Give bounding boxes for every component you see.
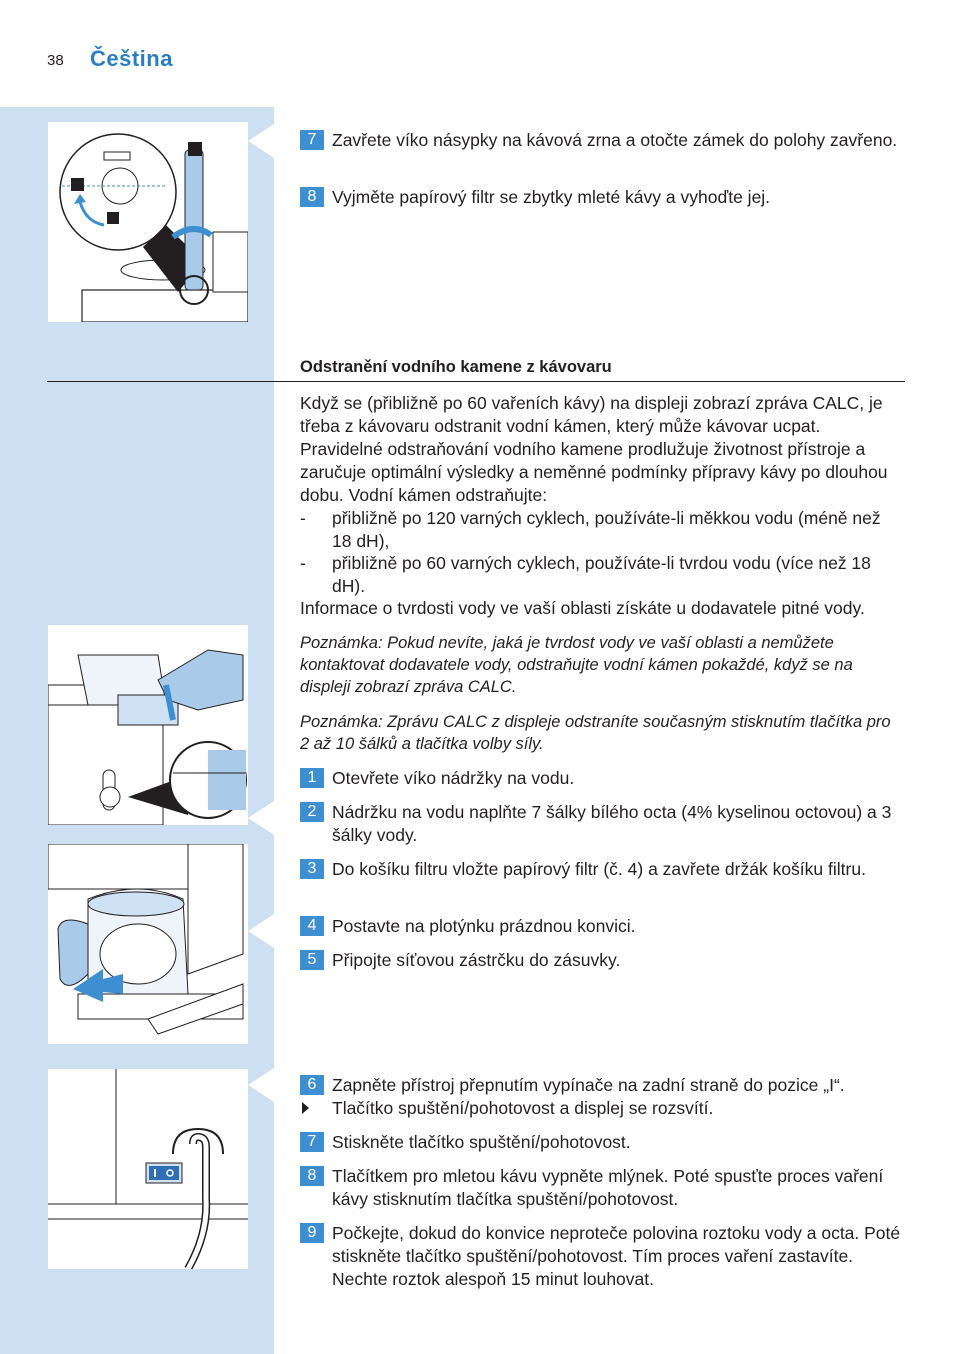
- step-number: 7: [300, 1132, 324, 1152]
- pointer-notch: [248, 801, 274, 835]
- step-number: 5: [300, 950, 324, 970]
- note-paragraph: Poznámka: Pokud nevíte, jaká je tvrdost vody ve vaší oblasti a nemůžete kontaktovat dodavatele vody, odstraňujte vodní kámen pokaždé, když se na displeji zobrazí zpráva CALC.: [300, 634, 853, 696]
- step-text: Nádržku na vodu naplňte 7 šálky bílého octa (4% kyselinou octovou) a 3 šálky vody.: [332, 802, 892, 845]
- page-number: 38: [47, 52, 64, 69]
- illustration-grinder-lock: [48, 122, 248, 322]
- step-item: [300, 949, 904, 972]
- step-number: 2: [300, 802, 324, 822]
- result-arrow-icon: [302, 1102, 309, 1114]
- result-item: [300, 1097, 904, 1120]
- step-text: Tlačítko spuštění/pohotovost a displej se rozsvítí.: [332, 1098, 714, 1118]
- step-number: 4: [300, 916, 324, 936]
- step-item: [300, 129, 904, 152]
- dash-marker: -: [300, 553, 306, 573]
- step-item: [300, 1165, 904, 1211]
- dash-marker: -: [300, 508, 306, 528]
- step-text: Stiskněte tlačítko spuštění/pohotovost.: [332, 1132, 631, 1152]
- pointer-notch: [248, 1068, 274, 1102]
- step-item: [300, 186, 904, 209]
- step-number: 1: [300, 768, 324, 788]
- step-item: [300, 915, 904, 938]
- dash-item-text: přibližně po 60 varných cyklech, používáte-li tvrdou vodu (více než 18 dH).: [332, 553, 871, 596]
- step-item: [300, 801, 904, 847]
- step-number: 8: [300, 1166, 324, 1186]
- illustration-carafe: [48, 844, 248, 1044]
- step-item: [300, 1222, 904, 1291]
- pointer-notch: [248, 914, 274, 948]
- step-item: [300, 1131, 904, 1154]
- note-paragraph: Poznámka: Zprávu CALC z displeje odstraníte současným stisknutím tlačítka pro 2 až 10 šálků a tlačítka volby síly.: [300, 713, 891, 753]
- language-title: Čeština: [90, 46, 173, 71]
- illustration-power-switch: [48, 1069, 248, 1269]
- heading-rule: [47, 381, 905, 382]
- step-item: [300, 767, 904, 790]
- dash-list-item: [300, 552, 904, 598]
- intro-paragraph: Když se (přibližně po 60 vařeních kávy) na displeji zobrazí zpráva CALC, je třeba z kávovaru odstranit vodní kámen, který může kávovar ucpat. Pravidelné odstraňování vodního kamene prodlužuje životnost přístroje a zaručuje optimální výsledky a neměnné podmínky přípravy kávy po dlouhou dobu. Vodní kámen odstraňujte:: [300, 393, 888, 505]
- step-text: Zapněte přístroj přepnutím vypínače na zadní straně do pozice „I“.: [332, 1075, 845, 1095]
- step-number: 6: [300, 1075, 324, 1095]
- step-text: Zavřete víko násypky na kávová zrna a otočte zámek do polohy zavřeno.: [332, 130, 898, 150]
- step-item: [300, 1074, 904, 1097]
- step-number: 7: [300, 130, 324, 150]
- step-text: Tlačítkem pro mletou kávu vypněte mlýnek. Poté spusťte proces vaření kávy stisknutím tlačítka spuštění/pohotovost.: [332, 1166, 884, 1209]
- section-heading: Odstranění vodního kamene z kávovaru: [300, 358, 612, 376]
- dash-list-item: [300, 507, 904, 553]
- step-text: Do košíku filtru vložte papírový filtr (č. 4) a zavřete držák košíku filtru.: [332, 859, 866, 879]
- illustration-fill-tank: [48, 625, 248, 825]
- step-text: Připojte síťovou zástrčku do zásuvky.: [332, 950, 621, 970]
- pointer-notch: [248, 124, 274, 158]
- step-text: Otevřete víko nádržky na vodu.: [332, 768, 575, 788]
- step-item: [300, 858, 904, 881]
- step-number: 3: [300, 859, 324, 879]
- dash-item-text: přibližně po 120 varných cyklech, používáte-li měkkou vodu (méně než 18 dH),: [332, 508, 881, 551]
- info-paragraph: Informace o tvrdosti vody ve vaší oblasti získáte u dodavatele pitné vody.: [300, 598, 865, 618]
- step-number: 8: [300, 187, 324, 207]
- step-number: 9: [300, 1223, 324, 1243]
- step-text: Počkejte, dokud do konvice neproteče polovina roztoku vody a octa. Poté stiskněte tlačítko spuštění/pohotovost. Tím proces vaření zastavíte. Nechte roztok alespoň 15 minut louhovat.: [332, 1223, 901, 1289]
- step-text: Postavte na plotýnku prázdnou konvici.: [332, 916, 636, 936]
- step-text: Vyjměte papírový filtr se zbytky mleté kávy a vyhoďte jej.: [332, 187, 771, 207]
